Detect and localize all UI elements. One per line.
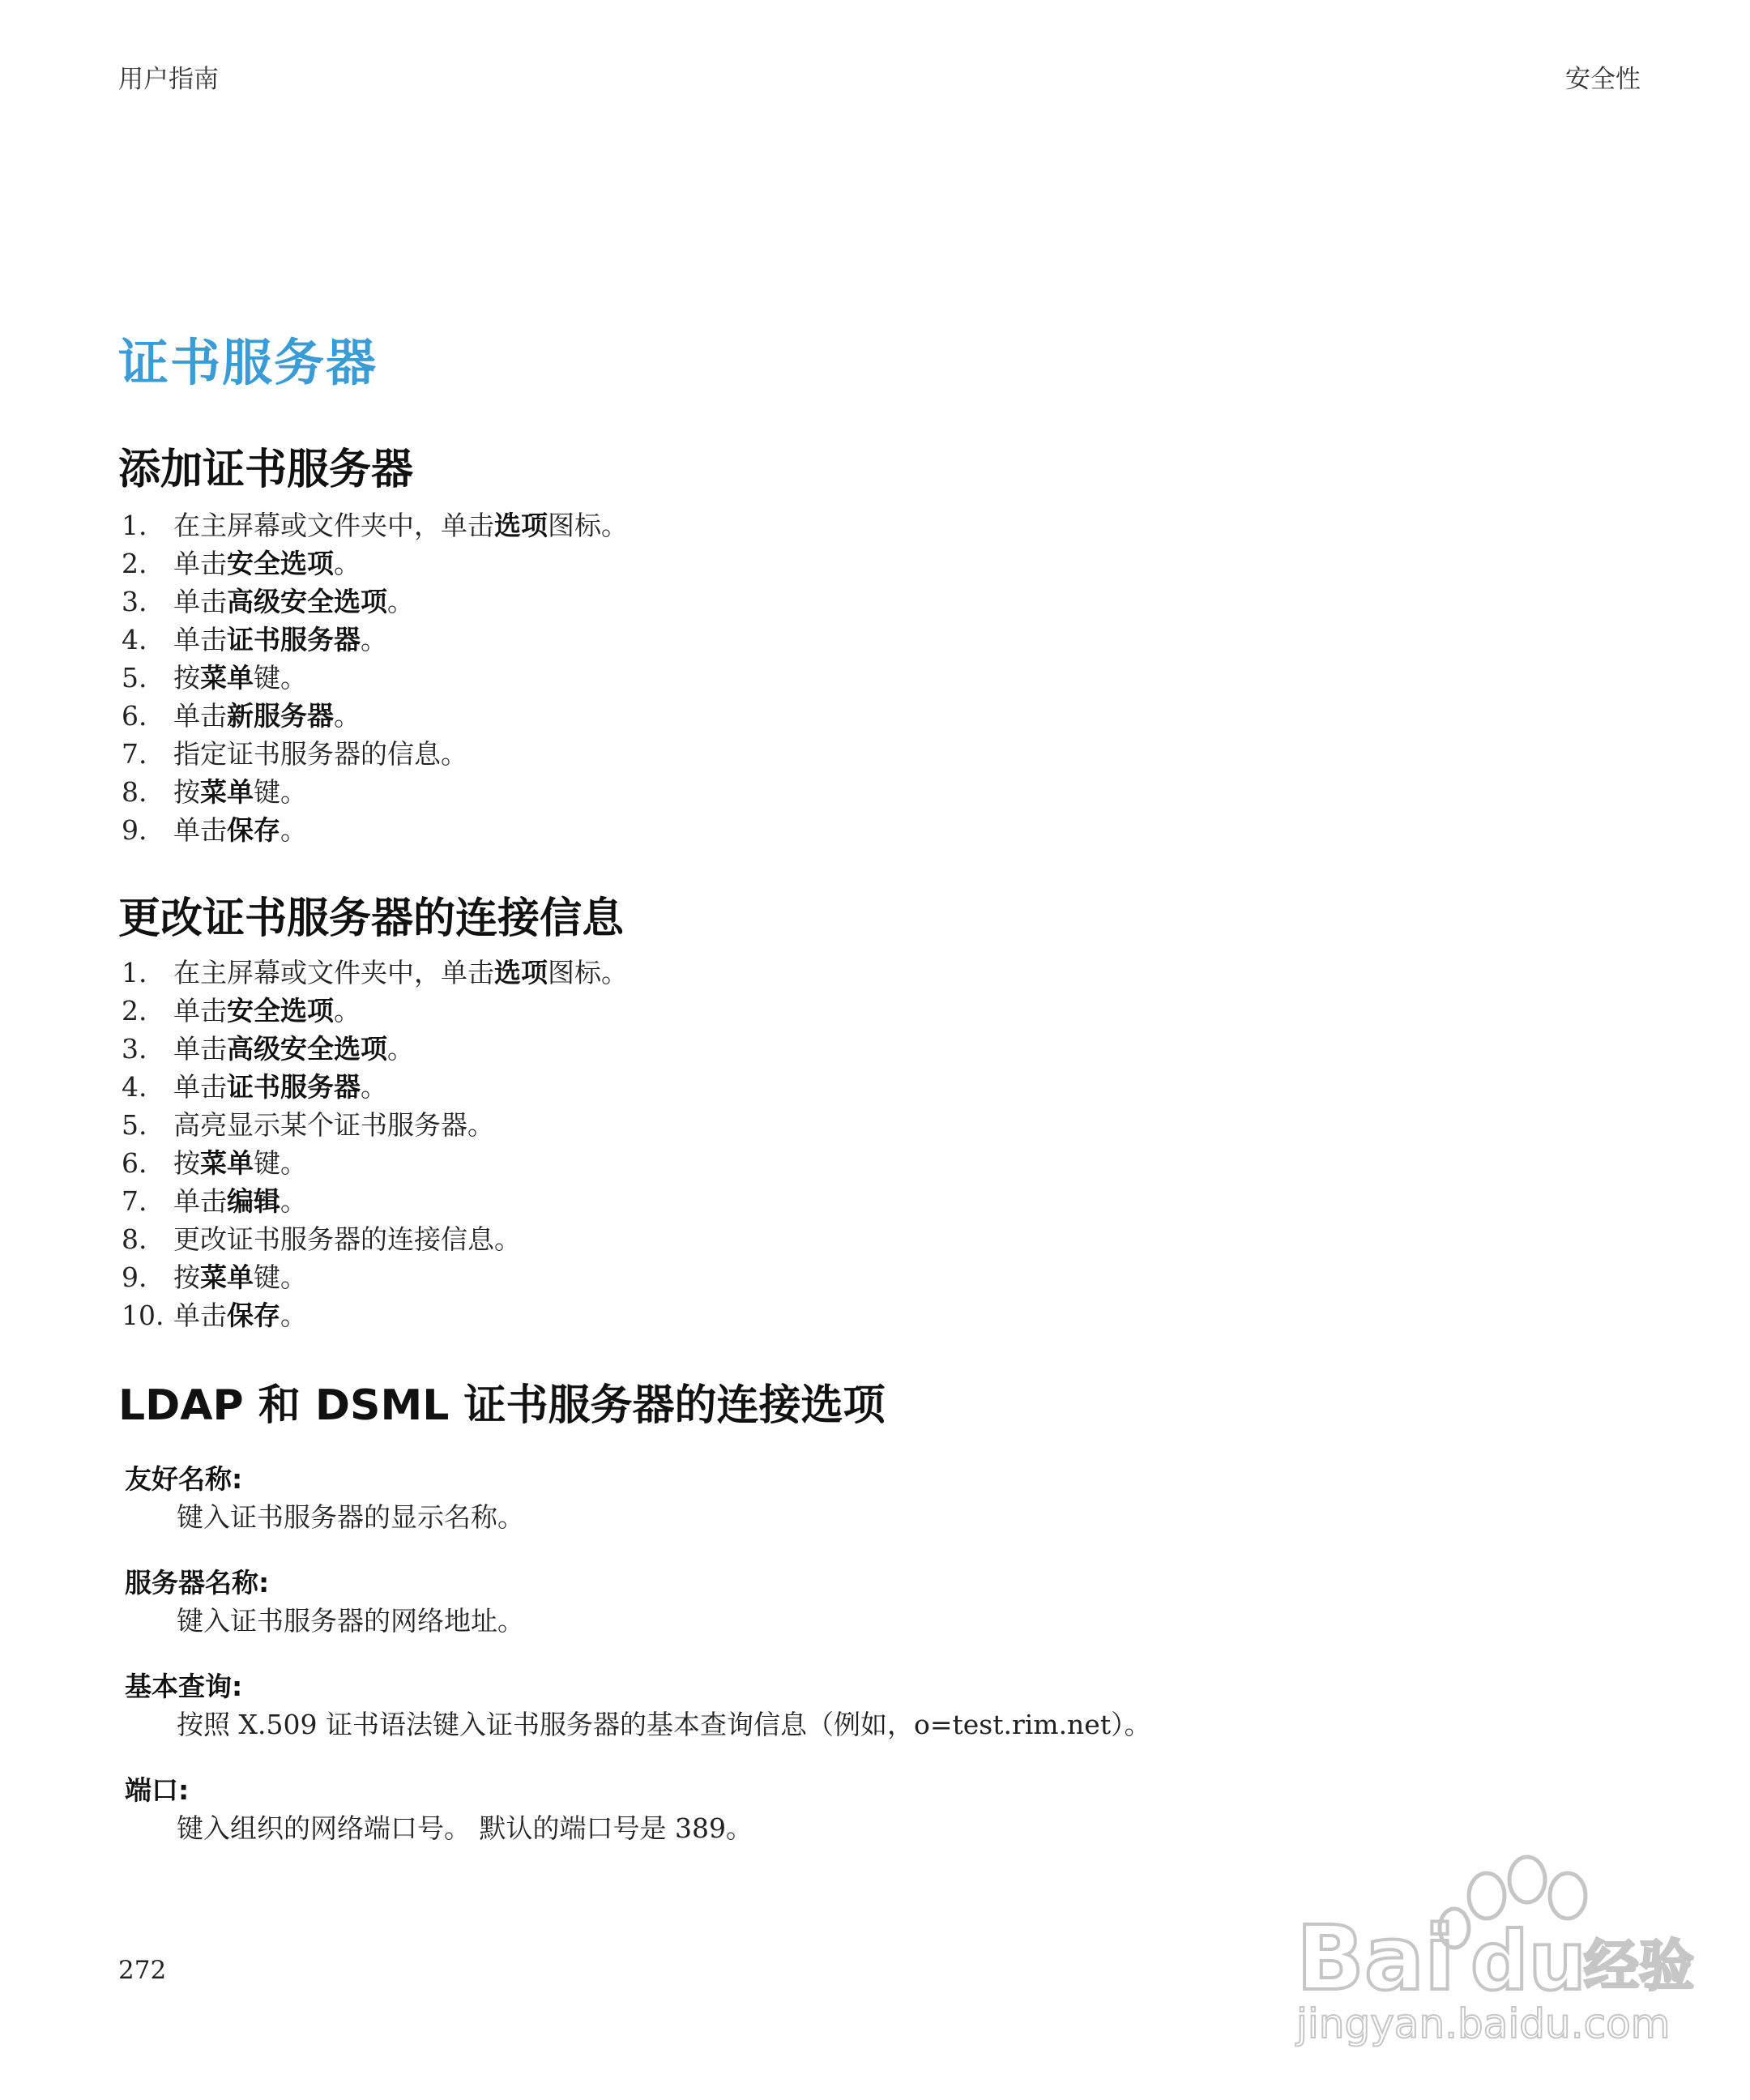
step-text	[173, 1144, 307, 1182]
step-item	[122, 1182, 628, 1220]
step-text-segment: 键。	[254, 776, 307, 808]
step-text-segment: 按	[173, 1147, 200, 1179]
ui-term-bold: 新服务器	[227, 700, 334, 732]
step-text	[173, 1068, 387, 1106]
steps-list-change-connection	[122, 954, 628, 1334]
section-heading-change-connection: 更改证书服务器的连接信息	[118, 894, 625, 943]
step-text	[173, 659, 307, 697]
step-text	[173, 992, 361, 1030]
step-item	[122, 735, 628, 773]
step-text-segment: 更改证书服务器的连接信息。	[173, 1223, 521, 1255]
step-text-segment: 单击	[173, 1185, 227, 1217]
step-item	[122, 659, 628, 697]
step-item	[122, 1220, 628, 1258]
step-text-segment: 。	[334, 995, 361, 1027]
svg-text:du: du	[1470, 1914, 1586, 2008]
step-number: 9.	[122, 814, 147, 846]
step-number: 5.	[122, 662, 147, 694]
step-item	[122, 992, 628, 1030]
step-text-segment: 。	[280, 1300, 307, 1331]
step-text-segment: 在主屏幕或文件夹中，单击	[173, 510, 494, 541]
step-number: 1.	[122, 510, 147, 541]
ui-term-bold: 菜单	[200, 776, 254, 808]
step-number: 7.	[122, 1185, 147, 1217]
ui-term-bold: 证书服务器	[227, 624, 361, 655]
step-text-segment: 单击	[173, 624, 227, 655]
svg-text:jingyan.baidu.com: jingyan.baidu.com	[1296, 2000, 1671, 2047]
step-text-segment: 单击	[173, 700, 227, 732]
step-number: 3.	[122, 1033, 147, 1065]
step-number: 8.	[122, 776, 147, 808]
step-number: 2.	[122, 548, 147, 579]
ui-term-bold: 选项	[494, 510, 548, 541]
ui-term-bold: 安全选项	[227, 548, 334, 579]
step-text-segment: 。	[387, 586, 414, 617]
step-text-segment: 按	[173, 776, 200, 808]
step-item	[122, 544, 628, 583]
option-description: 按照 X.509 证书语法键入证书服务器的基本查询信息（例如，o=test.rim.net）。	[177, 1709, 1151, 1740]
step-text-segment: 。	[387, 1033, 414, 1065]
step-text	[173, 1182, 307, 1220]
ui-term-bold: 高级安全选项	[227, 586, 387, 617]
step-item	[122, 1144, 628, 1182]
step-text-segment: 单击	[173, 586, 227, 617]
step-item	[122, 1030, 628, 1068]
step-text-segment: 。	[334, 548, 361, 579]
step-item	[122, 506, 628, 544]
step-text	[173, 954, 628, 992]
step-text-segment: 按	[173, 662, 200, 694]
step-text-segment: 按	[173, 1261, 200, 1293]
option-term: 友好名称:	[125, 1463, 243, 1495]
step-number: 10.	[122, 1300, 164, 1331]
step-item	[122, 1068, 628, 1106]
step-text-segment: 单击	[173, 995, 227, 1027]
step-text-segment: 指定证书服务器的信息。	[173, 738, 467, 770]
step-text	[173, 544, 361, 583]
step-number: 3.	[122, 586, 147, 617]
baidu-jingyan-watermark-logo	[1280, 1847, 1701, 2050]
page-number: 272	[118, 1956, 167, 1985]
ui-term-bold: 高级安全选项	[227, 1033, 387, 1065]
step-item	[122, 773, 628, 811]
step-text	[173, 506, 628, 544]
step-text	[173, 1106, 494, 1144]
running-header-left: 用户指南	[118, 65, 219, 94]
step-number: 4.	[122, 1071, 147, 1103]
step-text-segment: 在主屏幕或文件夹中，单击	[173, 957, 494, 988]
step-item	[122, 811, 628, 849]
step-text-segment: 。	[334, 700, 361, 732]
step-item	[122, 1296, 628, 1334]
step-text-segment: 。	[361, 624, 387, 655]
step-text	[173, 697, 361, 735]
ui-term-bold: 保存	[227, 1300, 280, 1331]
step-text-segment: 键。	[254, 662, 307, 694]
step-text	[173, 773, 307, 811]
ui-term-bold: 保存	[227, 814, 280, 846]
step-number: 6.	[122, 1147, 147, 1179]
step-text-segment: 。	[280, 814, 307, 846]
step-item	[122, 954, 628, 992]
ui-term-bold: 证书服务器	[227, 1071, 361, 1103]
step-number: 7.	[122, 738, 147, 770]
step-item	[122, 1106, 628, 1144]
step-text-segment: 。	[280, 1185, 307, 1217]
ui-term-bold: 菜单	[200, 1261, 254, 1293]
svg-text:经验: 经验	[1584, 1935, 1695, 1999]
step-text-segment: 单击	[173, 1071, 227, 1103]
step-number: 2.	[122, 995, 147, 1027]
step-item	[122, 697, 628, 735]
step-text-segment: 图标。	[548, 957, 628, 988]
option-term: 基本查询:	[125, 1671, 243, 1702]
step-text	[173, 735, 467, 773]
svg-text:Bai: Bai	[1296, 1906, 1455, 2010]
step-text	[173, 1296, 307, 1334]
step-text	[173, 1220, 521, 1258]
step-number: 8.	[122, 1223, 147, 1255]
step-number: 5.	[122, 1109, 147, 1141]
steps-list-add-server	[122, 506, 628, 849]
section-heading-add-server: 添加证书服务器	[118, 446, 414, 494]
running-header-right: 安全性	[1565, 65, 1641, 94]
step-text-segment: 键。	[254, 1147, 307, 1179]
step-text	[173, 1030, 414, 1068]
step-text	[173, 621, 387, 659]
step-text-segment: 键。	[254, 1261, 307, 1293]
step-item	[122, 621, 628, 659]
step-number: 6.	[122, 700, 147, 732]
step-text	[173, 583, 414, 621]
step-number: 4.	[122, 624, 147, 655]
options-definition-list	[125, 1460, 1151, 1875]
ui-term-bold: 安全选项	[227, 995, 334, 1027]
step-item	[122, 583, 628, 621]
step-text	[173, 811, 307, 849]
step-text-segment: 高亮显示某个证书服务器。	[173, 1109, 494, 1141]
step-text-segment: 单击	[173, 548, 227, 579]
ui-term-bold: 编辑	[227, 1185, 280, 1217]
step-number: 9.	[122, 1261, 147, 1293]
step-text-segment: 单击	[173, 1300, 227, 1331]
section-heading-connection-options: LDAP 和 DSML 证书服务器的连接选项	[118, 1381, 886, 1430]
step-text-segment: 单击	[173, 814, 227, 846]
ui-term-bold: 菜单	[200, 1147, 254, 1179]
step-text	[173, 1258, 307, 1296]
option-description: 键入证书服务器的网络地址。	[177, 1605, 524, 1637]
option-description: 键入组织的网络端口号。 默认的端口号是 389。	[177, 1812, 753, 1844]
option-description: 键入证书服务器的显示名称。	[177, 1501, 524, 1533]
step-number: 1.	[122, 957, 147, 988]
step-text-segment: 。	[361, 1071, 387, 1103]
ui-term-bold: 菜单	[200, 662, 254, 694]
ui-term-bold: 选项	[494, 957, 548, 988]
option-term: 服务器名称:	[125, 1567, 270, 1598]
step-text-segment: 单击	[173, 1033, 227, 1065]
step-item	[122, 1258, 628, 1296]
step-text-segment: 图标。	[548, 510, 628, 541]
option-term: 端口:	[125, 1774, 190, 1806]
chapter-title: 证书服务器	[118, 333, 378, 392]
